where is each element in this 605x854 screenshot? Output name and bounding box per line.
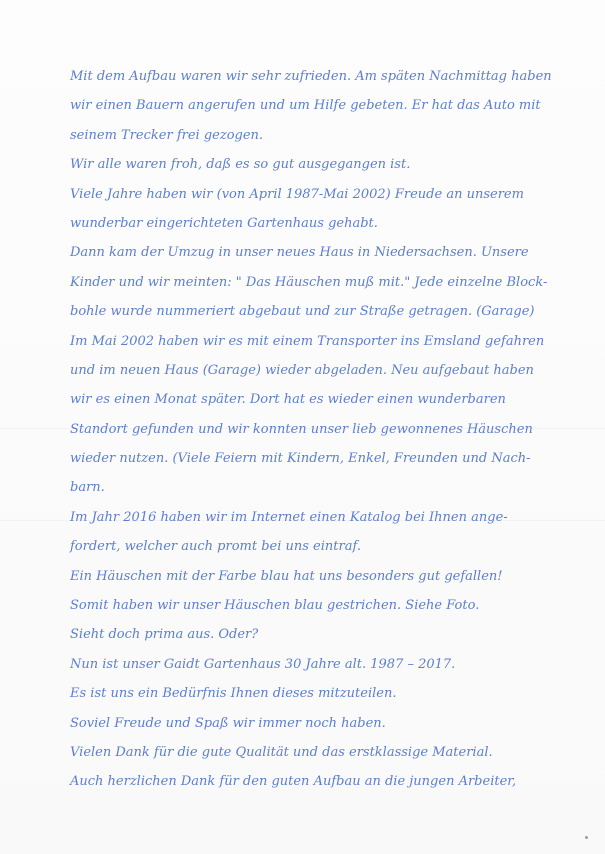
text-line: Standort gefunden und wir konnten unser lieb gewonnenes Häuschen (70, 421, 533, 437)
text-line: Sieht doch prima aus. Oder? (70, 627, 259, 643)
text-line: Es ist uns ein Bedürfnis Ihnen dieses mitzuteilen. (70, 686, 397, 702)
text-line: Mit dem Aufbau waren wir sehr zufrieden. Am späten Nachmittag haben (70, 69, 552, 84)
text-line: Viele Jahre haben wir (von April 1987-Mai 2002) Freude an unserem (70, 186, 524, 202)
text-line: Somit haben wir unser Häuschen blau gestrichen. Siehe Foto. (70, 598, 480, 614)
text-line: seinem Trecker frei gezogen. (70, 127, 264, 143)
text-line: fordert, welcher auch promt bei uns eintraf. (70, 539, 361, 555)
text-line: Nun ist unser Gaidt Gartenhaus 30 Jahre alt. 1987 – 2017. (70, 656, 456, 672)
text-line: bohle wurde nummeriert abgebaut und zur Straße getragen. (Garage) (70, 304, 535, 320)
text-line: Im Jahr 2016 haben wir im Internet einen Katalog bei Ihnen ange- (70, 509, 508, 525)
text-line: wir es einen Monat später. Dort hat es wieder einen wunderbaren (70, 392, 506, 408)
text-line: Wir alle waren froh, daß es so gut ausgegangen ist. (70, 157, 411, 173)
text-line: und im neuen Haus (Garage) wieder abgeladen. Neu aufgebaut haben (70, 362, 534, 378)
text-line: barn. (70, 480, 105, 496)
paper-speck (585, 836, 588, 839)
text-line: Soviel Freude und Spaß wir immer noch haben. (70, 715, 386, 731)
text-line: Im Mai 2002 haben wir es mit einem Transporter ins Emsland gefahren (70, 333, 545, 349)
text-line: Auch herzlichen Dank für den guten Aufbau an die jungen Arbeiter, (70, 774, 517, 790)
text-line: Dann kam der Umzug in unser neues Haus in Niedersachsen. Unsere (70, 245, 529, 261)
text-line: Ein Häuschen mit der Farbe blau hat uns besonders gut gefallen! (70, 568, 503, 584)
text-line: Kinder und wir meinten: " Das Häuschen muß mit." Jede einzelne Block- (70, 274, 548, 290)
text-line: Vielen Dank für die gute Qualität und das erstklassige Material. (70, 744, 493, 760)
text-line: wir einen Bauern angerufen und um Hilfe gebeten. Er hat das Auto mit (70, 98, 541, 114)
text-line: wieder nutzen. (Viele Feiern mit Kindern, Enkel, Freunden und Nach- (70, 451, 531, 467)
letter-body (70, 62, 590, 797)
text-line: wunderbar eingerichteten Gartenhaus gehabt. (70, 215, 378, 231)
